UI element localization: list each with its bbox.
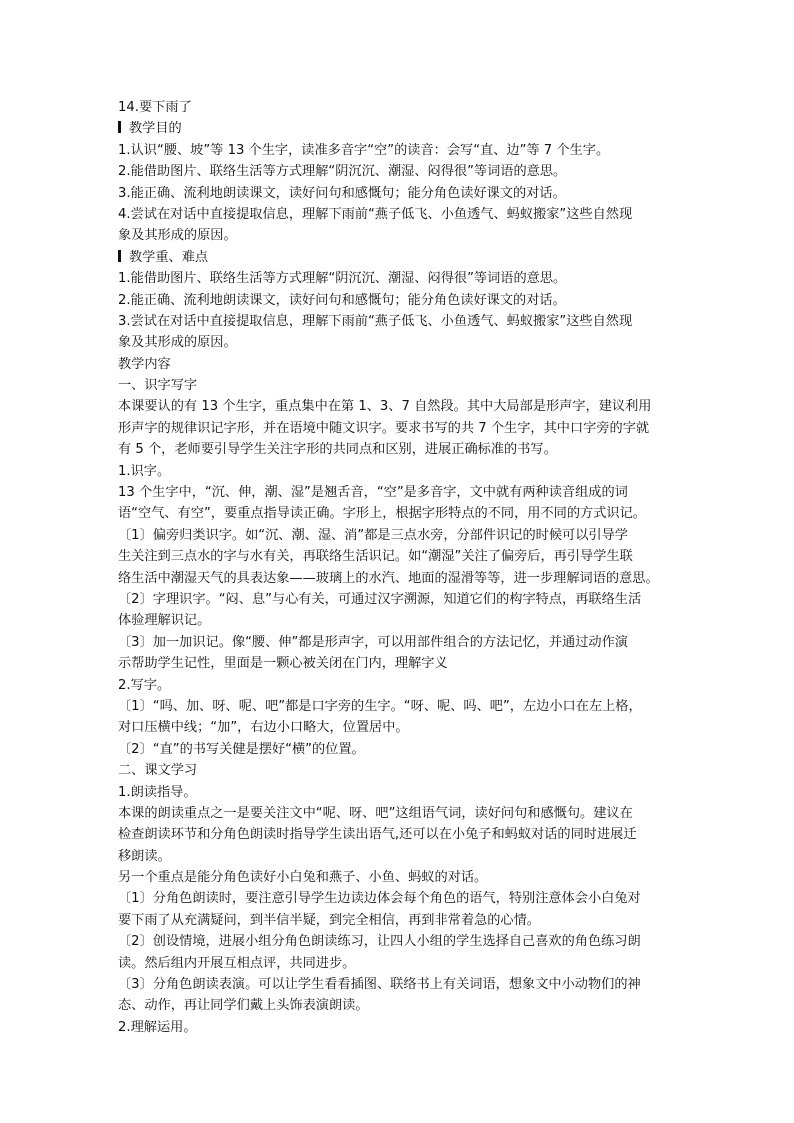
subheading-recognition: 1.识字。	[118, 463, 171, 479]
section-heading-goals: 教学目的	[118, 118, 684, 139]
body-line: 读。然后组内开展互相点评，共同进步。	[118, 955, 356, 971]
heading-marker-icon	[118, 121, 121, 133]
subheading-understanding: 2.理解运用。	[118, 1019, 197, 1035]
key-point-item: 1.能借助图片、联络生活等方式理解“阴沉沉、潮湿、闷得很”等词语的意思。	[118, 271, 567, 287]
key-point-item-continued: 象及其形成的原因。	[118, 335, 237, 351]
body-line: 检查朗读环节和分角色朗读时指导学生读出语气,还可以在小兔子和蚂蚁对话的同时进展迁	[118, 827, 637, 843]
goal-item: 1.认识“腰、坡”等 13 个生字，读准多音字“空”的读音：会写“直、边”等 7 个生字。	[118, 142, 610, 158]
section-heading-key-points: 教学重、难点	[118, 247, 684, 268]
body-line: 有 5 个，老师要引导学生关注字形的共同点和区别，进展正确标准的书写。	[118, 442, 557, 458]
body-line: 对口压横中线；“加”，右边小口略大，位置居中。	[118, 720, 409, 736]
body-line: 13 个生字中，“沉、伸，潮、湿”是翘舌音，“空”是多音字，文中就有两种读音组成的词	[118, 485, 628, 501]
body-line: 〔3〕加一加识记。像“腰、伸”都是形声字，可以用部件组合的方法记忆，并通过动作演	[118, 634, 628, 650]
body-line: 形声字的规律识记字形，并在语境中随文识字。要求书写的共 7 个生字，其中口字旁的字就	[118, 420, 650, 436]
body-line: 语“空气、有空”，要重点指导读正确。字形上，根据字形特点的不同，用不同的方式识记。	[118, 506, 646, 522]
body-line: 要下雨了从充满疑问，到半信半疑，到完全相信，再到非常着急的心情。	[118, 912, 540, 928]
part-heading-text-study: 二、课文学习	[118, 763, 198, 779]
document-title: 14.要下雨了	[118, 100, 192, 115]
body-line: 络生活中潮湿天气的具表达象——玻璃上的水汽、地面的湿滑等等，进一步理解词语的意思。	[118, 570, 659, 586]
body-line: 态、动作，再让同学们戴上头饰表演朗读。	[118, 998, 369, 1014]
body-line: 本课要认的有 13 个生字，重点集中在第 1、3、7 自然段。其中大局部是形声字，建议利用	[118, 399, 652, 415]
goal-item: 2.能借助图片、联络生活等方式理解“阴沉沉、潮湿、闷得很”等词语的意思。	[118, 164, 567, 180]
body-line: 本课的朗读重点之一是要关注文中“呢、呀、吧”这组语气词，读好问句和感慨句。建议在	[118, 805, 633, 821]
subheading-writing: 2.写字。	[118, 677, 171, 693]
key-point-item: 2.能正确、流利地朗读课文，读好问句和感慨句；能分角色读好课文的对话。	[118, 292, 566, 308]
body-line: 移朗读。	[118, 848, 171, 864]
goal-item-continued: 象及其形成的原因。	[118, 228, 237, 244]
body-line: 〔1〕分角色朗读时，要注意引导学生边读边体会每个角色的语气，特别注意体会小白兔对	[118, 891, 641, 907]
document-page	[118, 97, 684, 1038]
body-line: 示帮助学生记性，里面是一颗心被关闭在门内，理解字义	[118, 656, 448, 672]
body-line: 〔1〕“吗、加、呀、呢、吧”都是口字旁的生字。“呀、呢、吗、吧”，左边小口在左上格，	[118, 698, 642, 714]
heading-marker-icon	[118, 250, 121, 262]
section-heading-content: 教学内容	[118, 356, 171, 372]
body-line: 〔3〕分角色朗读表演。可以让学生看看插图、联络书上有关词语，想象文中小动物们的神	[118, 977, 641, 993]
subheading-reading-guide: 1.朗读指导。	[118, 784, 197, 800]
body-line: 体验理解识记。	[118, 613, 211, 629]
goal-item: 4.尝试在对话中直接提取信息，理解下雨前“燕子低飞、小鱼透气、蚂蚁搬家”这些自然现	[118, 206, 633, 222]
key-point-item: 3.尝试在对话中直接提取信息，理解下雨前“燕子低飞、小鱼透气、蚂蚁搬家”这些自然现	[118, 313, 633, 329]
body-line: 〔2〕“直”的书写关健是摆好“横”的位置。	[118, 741, 365, 757]
body-line: 〔1〕偏旁归类识字。如“沉、潮、湿、消”都是三点水旁，分部件识记的时候可以引导学	[118, 527, 628, 543]
body-line: 〔2〕创设情境，进展小组分角色朗读练习，让四人小组的学生选择自己喜欢的角色练习朗	[118, 934, 641, 950]
part-heading-literacy: 一、识字写字	[118, 378, 198, 394]
body-line: 生关注到三点水的字与水有关，再联络生活识记。如“潮湿”关注了偏旁后，再引导学生联	[118, 549, 633, 565]
body-line: 〔2〕字理识字。“闷、息”与心有关，可通过汉字溯源，知道它们的构字特点，再联络生活	[118, 591, 642, 607]
body-line: 另一个重点是能分角色读好小白兔和燕子、小鱼、蚂蚁的对话。	[118, 870, 488, 886]
goal-item: 3.能正确、流利地朗读课文，读好问句和感慨句；能分角色读好课文的对话。	[118, 185, 566, 201]
